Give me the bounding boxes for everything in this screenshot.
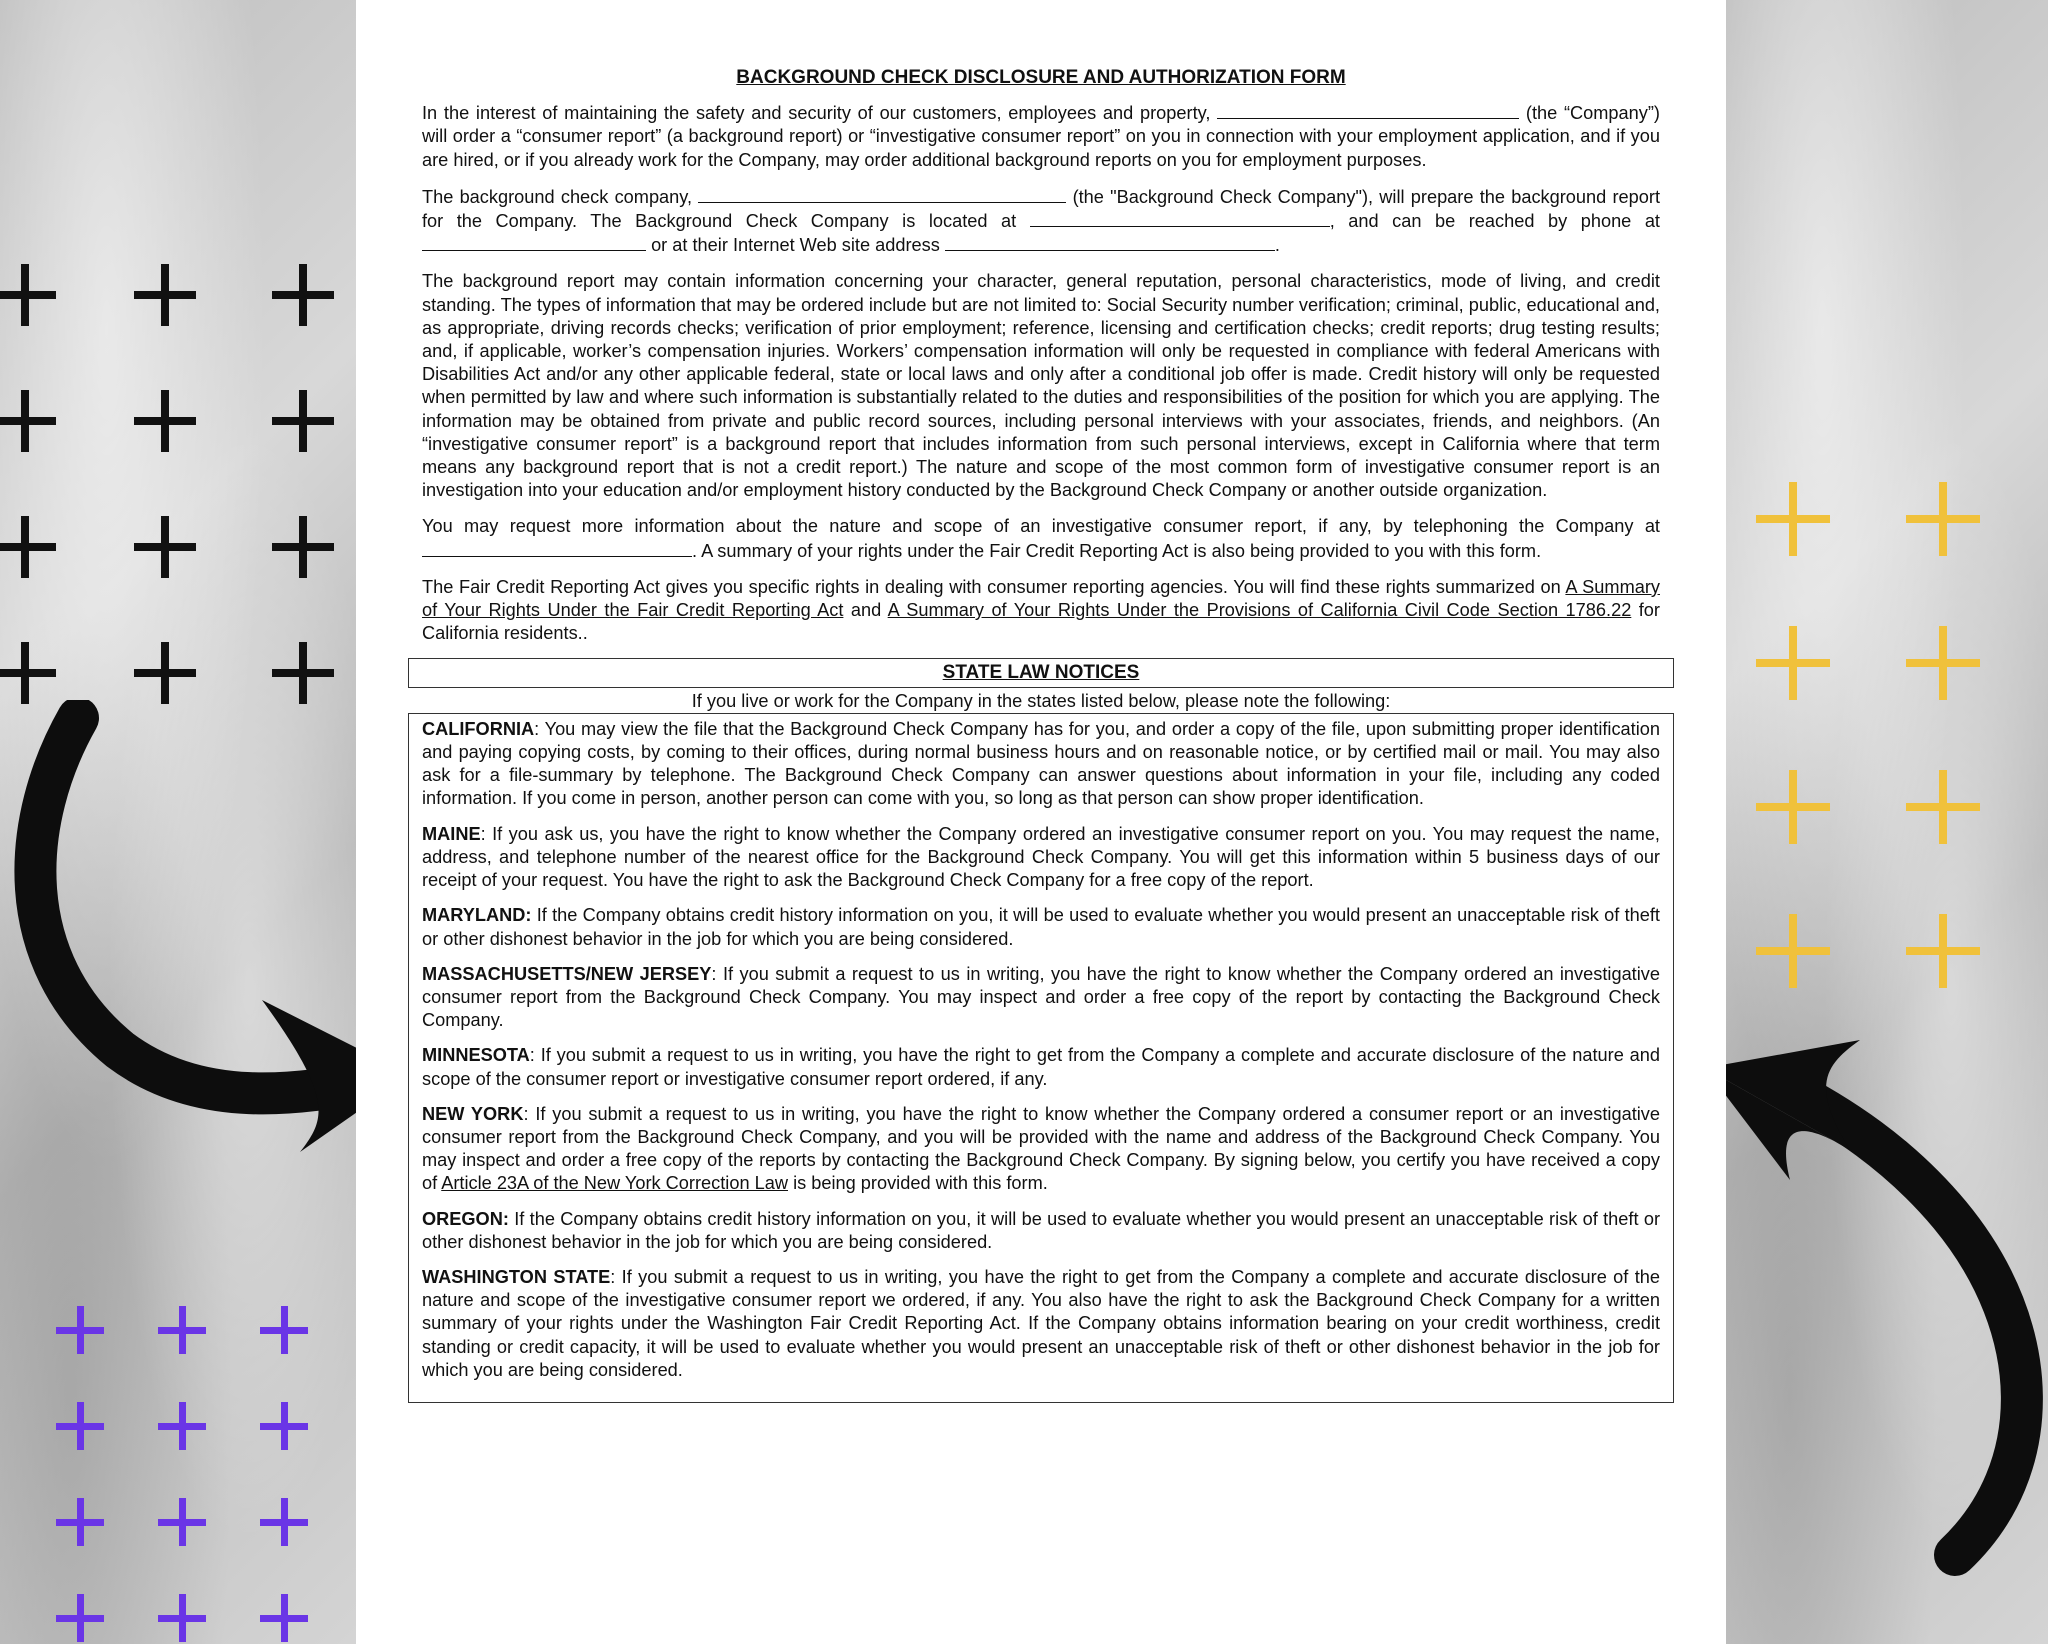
plus-icon bbox=[260, 1306, 308, 1354]
request-text-b: . A summary of your rights under the Fair Credit Reporting Act is also being provided to you with this form. bbox=[692, 540, 1542, 561]
plus-icon bbox=[0, 390, 56, 452]
state-sep: : bbox=[480, 823, 486, 844]
state-notice-maryland bbox=[422, 904, 1660, 950]
plus-icon bbox=[1756, 482, 1830, 556]
plus-icon bbox=[0, 642, 56, 704]
report-contents-paragraph: The background report may contain information concerning your character, general reputation, personal characteristics, mode of living, and credit standing. The types of information that may be ordered include but are not limited to: Social Security number verification; criminal, public, educational and, as appropriate, driving records checks; verification of prior employment; reference, licensing and certification checks; credit reports; drug testing results; and, if applicable, worker’s compensation injuries. Workers’ compensation information will only be requested in compliance with federal Americans with Disabilities Act and/or any other applicable federal, state or local laws and only after a conditional job offer is made. Credit history will only be requested when permitted by law and where such information is substantially related to the duties and responsibilities of the position for which you are applying. The information may be obtained from private and public record sources, including personal interviews with your associates, friends, and neighbors. (An “investigative consumer report” is a background report that includes information from such personal interviews, except in California where that term means any background report that is not a credit report.) The nature and scope of the most common form of investigative consumer report is an investigation into your education and/or employment history conducted by the Background Check Company or another outside organization. bbox=[422, 271, 1660, 501]
plus-icon bbox=[272, 390, 334, 452]
plus-icon bbox=[56, 1306, 104, 1354]
plus-icon bbox=[56, 1402, 104, 1450]
california-civil-code-link[interactable]: A Summary of Your Rights Under the Provisions of California Civil Code Section 1786.22 bbox=[887, 600, 1632, 621]
state-name: CALIFORNIA bbox=[422, 718, 535, 739]
plus-icon bbox=[272, 516, 334, 578]
bgc-text-e: . bbox=[1274, 235, 1280, 256]
intro-text-b: (the “Company”) will order a “consumer report” (a background report) or “investigative consumer report” on you in connection with your employment application, and if you are hired, or if you already work for the Company, may order additional background reports on you for employment purposes. bbox=[422, 103, 1660, 170]
state-name: NEW YORK bbox=[422, 1103, 524, 1124]
plus-icon bbox=[134, 264, 196, 326]
state-name: MINNESOTA bbox=[422, 1045, 530, 1066]
state-text: If the Company obtains credit history information on you, it will be used to evaluate whether you would present an unacceptable risk of theft or other dishonest behavior in the job for which you are being considered. bbox=[422, 1208, 1660, 1252]
state-notice-maine bbox=[422, 823, 1660, 893]
state-text: If the Company obtains credit history information on you, it will be used to evaluate whether you would present an unacceptable risk of theft or other dishonest behavior in the job for which you are being considered. bbox=[422, 905, 1660, 949]
plus-icon bbox=[1906, 770, 1980, 844]
state-sep: : bbox=[711, 963, 717, 984]
state-name: MAINE bbox=[422, 823, 481, 844]
new-york-correction-law-link[interactable]: Article 23A of the New York Correction Law bbox=[441, 1173, 788, 1194]
state-notice-minnesota bbox=[422, 1044, 1660, 1090]
plus-icon bbox=[134, 642, 196, 704]
plus-icon bbox=[0, 264, 56, 326]
state-text: If you submit a request to us in writing, you have the right to know whether the Company ordered a consumer report or an investigative consumer report from the Background Check Company, and you will be provided with the name and address of the Background Check Company. You may inspect and order a free copy of the reports by contacting the Background Check Company. By signing below, you certify you have received a copy of bbox=[422, 1103, 1660, 1194]
fcra-summary-link[interactable]: A Summary of Your Rights Under the Fair Credit Reporting Act bbox=[422, 576, 1660, 621]
plus-icon bbox=[1906, 626, 1980, 700]
plus-icon bbox=[1756, 626, 1830, 700]
plus-icon bbox=[260, 1402, 308, 1450]
plus-icon bbox=[0, 516, 56, 578]
state-text-after: is being provided with this form. bbox=[793, 1173, 1048, 1194]
state-text: If you submit a request to us in writing, you have the right to know whether the Company ordered an investigative consumer report from the Background Check Company. You may inspect and order a free copy of the report by contacting the Background Check Company. bbox=[422, 963, 1660, 1031]
plus-icon bbox=[158, 1498, 206, 1546]
state-text: If you ask us, you have the right to know whether the Company ordered an investigative consumer report on you. You may request the name, address, and telephone number of the nearest office for the Background Check Company. You will get this information within 5 business days of our receipt of your request. You have the right to ask the Background Check Company for a free copy of the report. bbox=[422, 823, 1660, 891]
state-sep: : bbox=[523, 1103, 529, 1124]
document-page bbox=[356, 0, 1726, 1644]
intro-paragraph bbox=[422, 101, 1660, 172]
fcra-rights-paragraph bbox=[422, 576, 1660, 646]
state-text: If you submit a request to us in writing, you have the right to get from the Company a complete and accurate disclosure of the nature and scope of the investigative consumer report we ordered, if any. You also have the right to ask the Background Check Company for a written summary of your rights under the Washington Fair Credit Reporting Act. If the Company obtains information bearing on your credit worthiness, credit standing or credit capacity, it will be used to evaluate whether you would present an unacceptable risk of theft or other dishonest behavior in the job for which you are being considered. bbox=[422, 1266, 1660, 1380]
plus-icon bbox=[1906, 482, 1980, 556]
plus-icon bbox=[260, 1594, 308, 1642]
right-curved-arrow-icon bbox=[1700, 1030, 2048, 1590]
plus-icon bbox=[272, 264, 334, 326]
plus-icon bbox=[158, 1306, 206, 1354]
state-text: If you submit a request to us in writing, you have the right to get from the Company a complete and accurate disclosure of the nature and scope of the consumer report or investigative consumer report ordered, if any. bbox=[422, 1045, 1660, 1089]
state-law-notices-intro: If you live or work for the Company in the states listed below, please note the following: bbox=[691, 690, 1391, 711]
plus-icon bbox=[272, 642, 334, 704]
plus-icon bbox=[158, 1594, 206, 1642]
request-text-a: You may request more information about the nature and scope of an investigative consumer report, if any, by telephoning the Company at bbox=[422, 516, 1660, 537]
state-notice-washington bbox=[422, 1266, 1660, 1382]
background-company-name-blank[interactable] bbox=[698, 185, 1066, 203]
bgc-text-c: , and can be reached by phone at bbox=[1329, 211, 1660, 232]
plus-icon bbox=[260, 1498, 308, 1546]
state-sep: : bbox=[529, 1045, 535, 1066]
state-notice-oregon bbox=[422, 1208, 1660, 1254]
state-notices-box bbox=[408, 713, 1674, 1403]
intro-text-a: In the interest of maintaining the safety and security of our customers, employees and property, bbox=[422, 103, 1211, 124]
state-name: WASHINGTON STATE bbox=[422, 1266, 611, 1287]
fcra-text-b: and bbox=[850, 600, 882, 621]
plus-icon bbox=[56, 1594, 104, 1642]
plus-icon bbox=[158, 1402, 206, 1450]
plus-icon bbox=[1906, 914, 1980, 988]
plus-icon bbox=[134, 516, 196, 578]
background-company-website-blank[interactable] bbox=[945, 233, 1275, 251]
state-sep: : bbox=[610, 1266, 616, 1287]
state-name: OREGON: bbox=[422, 1208, 509, 1229]
state-name: MASSACHUSETTS/NEW JERSEY bbox=[422, 963, 712, 984]
company-phone-blank[interactable] bbox=[422, 539, 692, 557]
state-sep: : bbox=[534, 718, 540, 739]
state-notice-california bbox=[422, 718, 1660, 811]
background-company-paragraph bbox=[422, 185, 1660, 258]
form-title: BACKGROUND CHECK DISCLOSURE AND AUTHORIZATION FORM bbox=[736, 67, 1346, 88]
request-info-paragraph bbox=[422, 515, 1660, 562]
document-content bbox=[422, 66, 1660, 1403]
bgc-text-b: (the "Background Check Company"), will prepare the background report for the Company. The Background Check Company is located at bbox=[422, 186, 1660, 232]
plus-icon bbox=[1756, 770, 1830, 844]
bgc-text-a: The background check company, bbox=[422, 186, 693, 207]
fcra-text-a: The Fair Credit Reporting Act gives you specific rights in dealing with consumer reporting agencies. You will find these rights summarized on bbox=[422, 576, 1561, 597]
plus-icon bbox=[1756, 914, 1830, 988]
company-name-blank[interactable] bbox=[1217, 101, 1519, 119]
background-company-address-blank[interactable] bbox=[1030, 209, 1330, 227]
state-text: You may view the file that the Background Check Company has for you, and order a copy of the file, upon submitting proper identification and paying copying costs, by coming to their offices, during normal business hours and on reasonable notice, or by certified mail or mail. You may also ask for a file-summary by telephone. The Background Check Company can answer questions about information in your file, including any coded information. If you come in person, another person can come with you, so long as that person can show proper identification. bbox=[422, 718, 1660, 809]
state-law-notices-heading: STATE LAW NOTICES bbox=[408, 658, 1674, 687]
fcra-text-c: for California residents.. bbox=[422, 600, 1660, 644]
state-notice-massachusetts-new-jersey bbox=[422, 963, 1660, 1033]
plus-icon bbox=[134, 390, 196, 452]
plus-icon bbox=[56, 1498, 104, 1546]
bgc-text-d: or at their Internet Web site address bbox=[651, 235, 940, 256]
background-company-phone-blank[interactable] bbox=[422, 233, 646, 251]
state-name: MARYLAND: bbox=[422, 905, 532, 926]
state-notice-new-york bbox=[422, 1103, 1660, 1196]
